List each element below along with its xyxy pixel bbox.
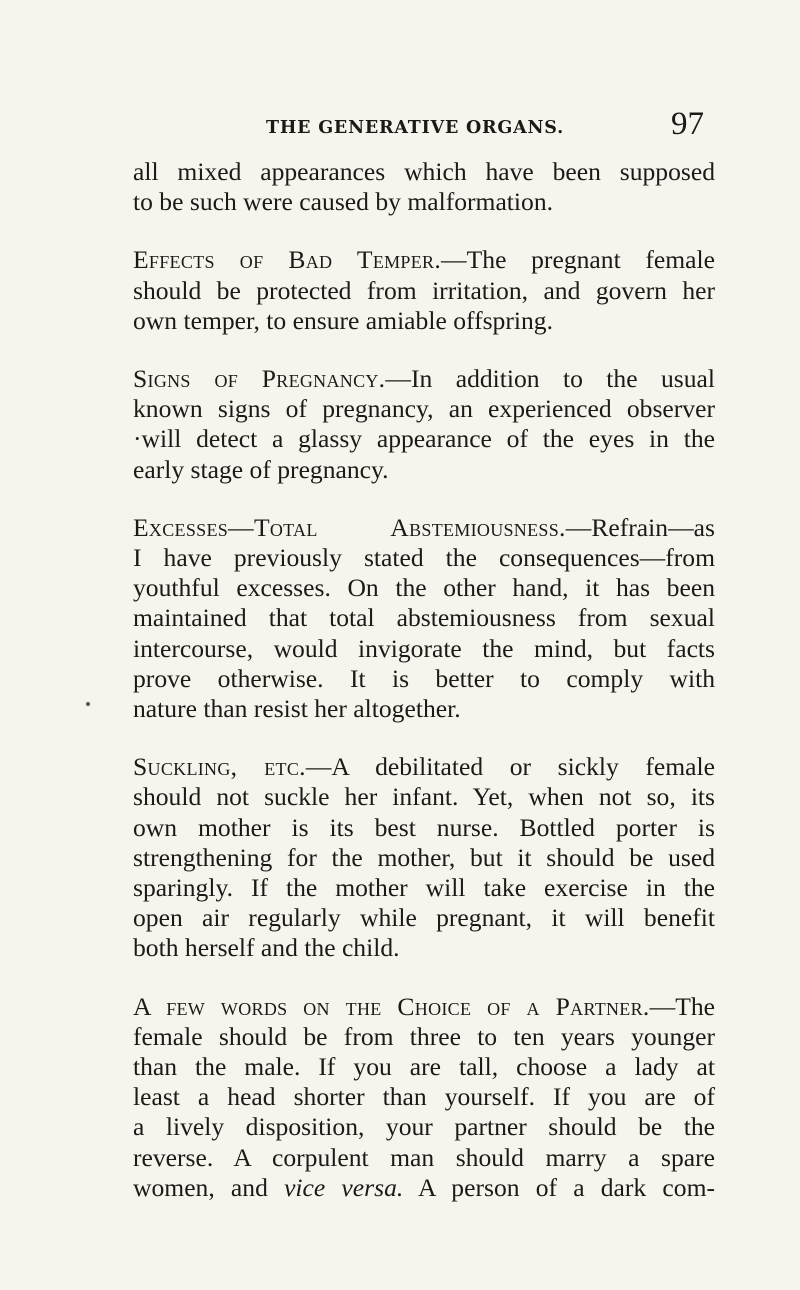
text-line: than the male. If you are tall, choose a lady at <box>133 1052 715 1082</box>
paragraph-intro <box>133 157 715 217</box>
text-fragment: —In addition to the usual <box>385 364 715 394</box>
text-fragment: —Refrain—as <box>565 512 715 542</box>
text-fragment: —A debilitated or sickly female <box>305 752 715 782</box>
text-line: reverse. A corpulent man should marry a spare <box>133 1142 715 1172</box>
text-line: youthful excesses. On the other hand, it has been <box>133 573 715 603</box>
text-fragment: —The <box>649 991 715 1021</box>
text-line <box>133 752 715 782</box>
text-line: intercourse, would invigorate the mind, but facts <box>133 633 715 663</box>
text-fragment: A person of a dark com- <box>403 1172 715 1202</box>
section-heading: Suckling, etc. <box>133 752 306 782</box>
text-line <box>133 364 715 394</box>
text-line: open air regularly while pregnant, it will benefit <box>133 903 715 933</box>
text-line: own mother is its best nurse. Bottled porter is <box>133 812 715 842</box>
text-line: should be protected from irritation, and govern her <box>133 275 715 305</box>
text-line: own temper, to ensure amiable offspring. <box>133 305 553 335</box>
text-line: I have previously stated the consequences—from <box>133 543 715 573</box>
italic-phrase: vice versa. <box>284 1172 404 1202</box>
paragraph-signs-of-pregnancy <box>133 364 715 485</box>
text-fragment: —The pregnant female <box>441 245 716 275</box>
section-heading: Effects of Bad Temper. <box>133 245 442 275</box>
text-line: sparingly. If the mother will take exercise in the <box>133 873 715 903</box>
text-line: should not suckle her infant. Yet, when not so, its <box>133 782 715 812</box>
text-line: a lively disposition, your partner should be the <box>133 1112 715 1142</box>
text-line: ·will detect a glassy appearance of the eyes in the <box>133 424 715 454</box>
running-title: THE GENERATIVE ORGANS. <box>266 118 565 138</box>
paragraph-bad-temper <box>133 245 715 336</box>
section-heading: Signs of Pregnancy. <box>133 364 386 394</box>
text-line: strengthening for the mother, but it should be used <box>133 842 715 872</box>
section-heading: Excesses—Total Abstemiousness. <box>133 512 566 542</box>
section-heading: A few words on the Choice of a Partner. <box>133 991 650 1021</box>
page-number: 97 <box>671 106 704 142</box>
paragraph-suckling <box>133 752 715 963</box>
text-fragment: women, and <box>133 1172 285 1202</box>
text-line: both herself and the child. <box>133 933 400 963</box>
text-line: prove otherwise. It is better to comply with <box>133 663 715 693</box>
text-line <box>133 245 715 275</box>
text-line <box>133 1173 715 1203</box>
text-line: to be such were caused by malformation. <box>133 187 554 217</box>
running-head <box>238 106 710 152</box>
body-text <box>133 157 715 1203</box>
text-line: all mixed appearances which have been supposed <box>133 157 715 186</box>
text-line: least a head shorter than yourself. If you are of <box>133 1082 715 1112</box>
text-line <box>133 513 715 543</box>
margin-speck <box>86 702 90 706</box>
text-line: known signs of pregnancy, an experienced observer <box>133 394 715 424</box>
text-line: nature than resist her altogether. <box>133 694 461 724</box>
text-line <box>133 992 715 1022</box>
text-line: maintained that total abstemiousness from sexual <box>133 603 715 633</box>
paragraph-excesses <box>133 513 715 724</box>
text-line: early stage of pregnancy. <box>133 454 389 484</box>
paragraph-choice-of-partner <box>133 992 715 1203</box>
text-line: female should be from three to ten years younger <box>133 1021 715 1051</box>
